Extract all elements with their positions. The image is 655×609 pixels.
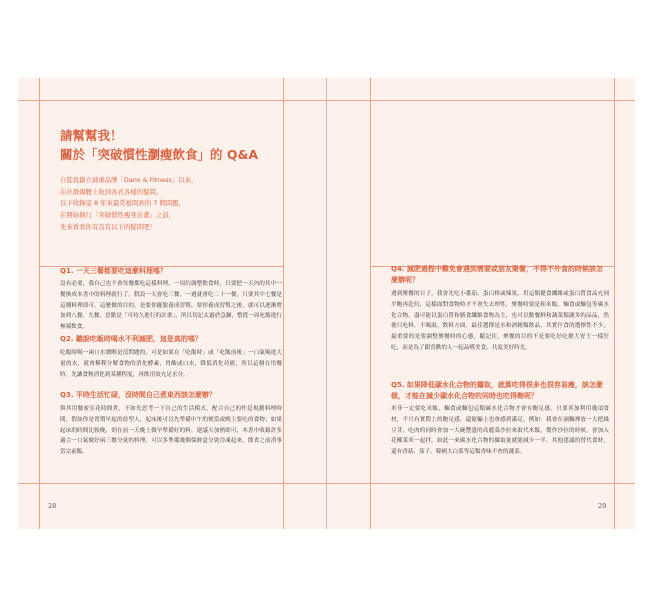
intro-line: 先來看看你有沒有以下的疑問吧！: [60, 222, 156, 231]
right-margin-rule: [614, 78, 615, 529]
question-heading: Q2. 聽說吃飯時喝水不利減肥，這是真的嗎？: [60, 335, 202, 343]
left-margin-rule: [39, 78, 40, 529]
page-title: [60, 126, 258, 164]
intro-line: 在社群媒體上收到各式各樣的疑問。: [60, 187, 163, 196]
question-heading: Q4. 減肥過程中難免會遇到需要或朋友聚餐，不得不外食的時候該怎麼辦呢？: [391, 265, 603, 284]
answer-paragraph: 遇到聚餐的日子，我會先吃小番茄、蛋白棒或辣果，用這類健食纖維或蛋白質食品充到平飽再赴約，這樣面對食物時才不會失去理性，聚餐時要是和米飯、麵食或麵包等碳水化合物，盡可能以蛋白質和膳食纖維食物為主，也可以點餐鮮和蔬菜類蔬多的品品，然後只吃料，不喝湯。飲料方面，最佳選擇是水和酒精類飲品，其實什食的選擇性不少，最重要的是要調整聚餐時的心態，隨記住，聚餐的目的不是要吃好吃撐大胃王一樣狂吃，而是為了跟喜歡的人一起品嚐美食，共度美好時光。: [391, 291, 609, 351]
intro-line: 以下收錄這 8 年來最常被問到的 7 個問題，: [60, 199, 185, 208]
gutter-line: [326, 78, 327, 529]
left-inner-rule: [283, 78, 284, 529]
question-heading: Q5. 如果降低碳水化合物的攝取，就算吃得很多也很容易瘦，該怎麼做，才能在減少碳水化合物的同時也吃得飽呢？: [391, 381, 603, 400]
page-number-right: 29: [598, 502, 607, 510]
title-line-1: 請幫幫我！: [60, 128, 123, 143]
bottom-rule: [18, 483, 635, 484]
answer-paragraph: 沒有必要，我自己也不會每餐都吃這樣料理，一周約調整飲食時，只要把一天內的其中一餐換成本書中的料理就行了。假設一天會吃三餐，一週就會吃二十一餐，只要其中七餐是這種料理即可。這麼做的目的，是要你擺脫養成習慣，要你養成習慣之後，就可以逐漸增加到八餐、九餐，意點是「可持久進行的計畫」，所以切記太過於急躁，整從一周吃飯進行極端飲食。: [60, 281, 282, 331]
title-line-2: 關於「突破慣性瀏瘦飲食」的 Q&A: [60, 147, 259, 162]
intro-line: 自從我創立減重品牌「Dano & Fitness」以來，: [60, 176, 198, 184]
answer-paragraph: 米菲一定要吃米飯、麵食或麵包這類碳水化合物才會有飽足感，只要善加利用幾項食材，不只有實際上的飽足感，還能騙上也會感到滿足，例如：我會在滷麵裡放一大把綠豆芽，吃肉的同時會加一大碗豐盛的高麗菜沙拉來取代米飯，製作沙拉的時候，會加入花椰菜米一起拌，如此一來碳水化合物的攝取量就能減少一半，其他建議的替代食材，還有香菇、茄子、韓國大白菜等這類香味不查的蔬菜。: [391, 406, 609, 456]
top-rule: [18, 100, 635, 101]
right-inner-rule: [370, 78, 371, 529]
intro-line: 在開始執行「突破慣性瘦身計畫」之前，: [60, 211, 176, 220]
answer-paragraph: 與其用餐密室花時間煮，不如先思考一下自己的生活模式，配合自己的作息規劃料理時間，假如你是習慣早起的晨型人，起床後可以先準備中午的便當或晚上要吃的食物；如果起床的時間比較晚，則在前一天晚上做早準備好的料，建議天加熱即可，本書中收錄許多適合一口氣做好兩三餐分量的料理，可以多準備幾個保鮮盒分裝冷凍起來，節省之前消事當宗前飯。: [60, 406, 282, 456]
question-heading: Q3. 平時生活忙碌，沒時間自己煮東西該怎麼辦？: [60, 391, 216, 399]
intro-paragraph: [60, 175, 290, 234]
page-number-left: 28: [48, 502, 57, 510]
answer-paragraph: 吃飯時喝一兩口水潤喉是沒問題的，可是如果在「吃飯時」或「吃飯前後」一口氣喝進大量的水，就會稀釋分解食物的消化酵素，胃酸或口水，降低消化功能，所以這個在用餐時，先讓食物消化到某種程度，再飲用效充足水分。: [60, 350, 282, 378]
question-heading: Q1. 一天三餐都要吃這麼料理嗎？: [60, 267, 167, 275]
